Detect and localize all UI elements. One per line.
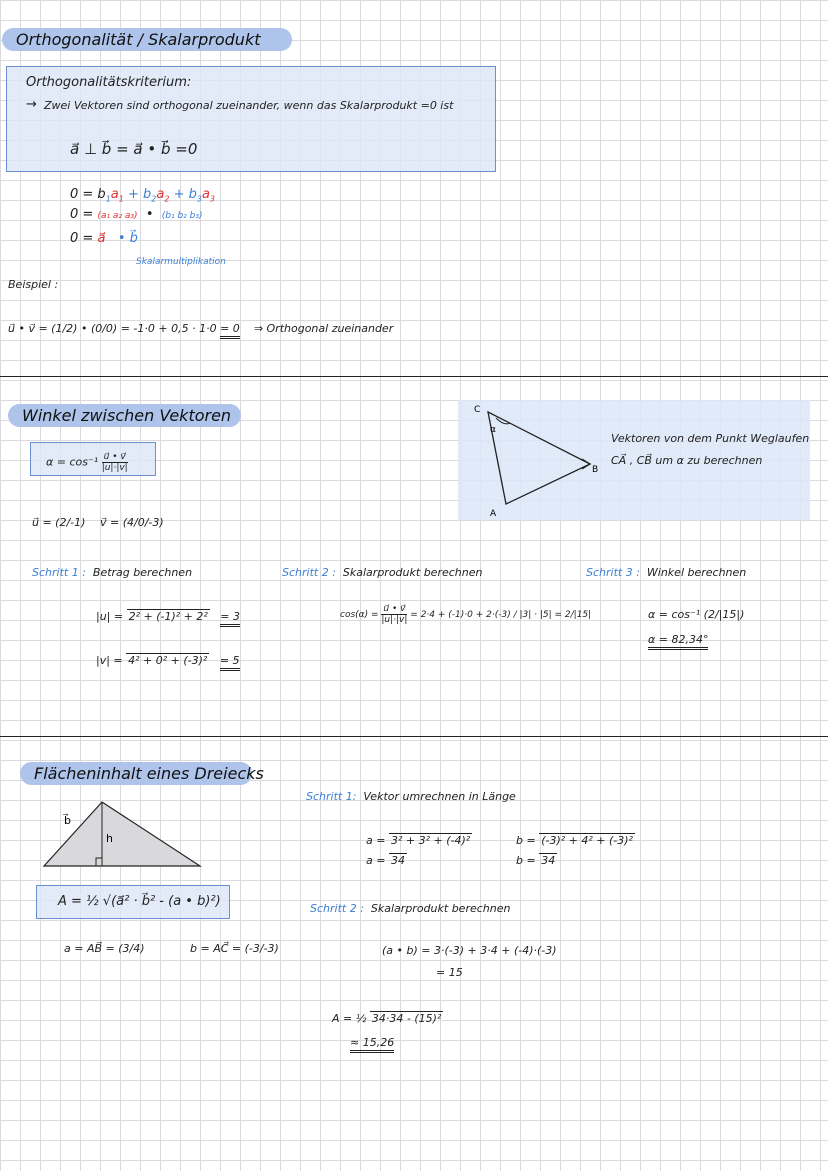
area-formula: A = ½ √(a⃗² · b⃗² - (a • b)²): [58, 894, 221, 909]
line3-vector-a: a⃗: [97, 231, 106, 246]
area-calc-radicand: 34·34 - (15)²: [371, 1012, 442, 1025]
b-length-1-radicand: (-3)² + 4² + (-3)²: [541, 834, 633, 847]
section-title-orthogonality: Orthogonalität / Skalarprodukt: [2, 28, 292, 51]
a-length-1-label: a =: [366, 834, 389, 847]
alpha-formula: α = cos⁻¹ (2/|15|): [648, 608, 745, 621]
triangle-label-b: B: [592, 465, 599, 475]
section-title-angle: Winkel zwischen Vektoren: [8, 404, 241, 427]
angle-formula: [46, 452, 128, 473]
line3-vector-b: b⃗: [129, 231, 138, 246]
angle-step3: [586, 566, 746, 579]
triangle-label-c: C: [474, 405, 481, 415]
component-line-3: 0 = a⃗ • b⃗: [70, 231, 138, 246]
area-triangle-diagram: [40, 796, 206, 870]
u-norm-result: = 3: [220, 610, 240, 627]
line3-label: 0 =: [70, 231, 94, 246]
vector-b-column: (b₁ b₂ b₃): [161, 211, 203, 221]
cos-mid: = 2·4 + (-1)·0 + 2·(-3) / |3| · |5|: [410, 610, 552, 620]
b-length-1-label: b =: [516, 834, 540, 847]
b-length-2-radicand: 34: [541, 854, 556, 867]
triangle-label-alpha: α: [490, 425, 496, 435]
line1-part-d: a: [156, 187, 165, 202]
vector-ac: b = AC⃗ = (-3/-3): [190, 942, 279, 955]
area-label-b: b⃗: [64, 814, 71, 827]
line1-part-c: + b: [127, 187, 152, 202]
criterion-formula: a⃗ ⊥ b⃗ = a⃗ • b⃗ =0: [70, 140, 198, 158]
triangle-note-1: Vektoren von dem Punkt Weglaufen: [611, 432, 810, 445]
cos-result: = 2/|15|: [554, 610, 592, 620]
cos-fraction: $\frac{u⃗ • v⃗}{|u|\cdot|v|}$: [381, 604, 408, 625]
angle-step1-text: Betrag berechnen: [92, 566, 193, 579]
beispiel-note: ⇒ Orthogonal zueinander: [253, 322, 394, 335]
section-title-area: Flächeninhalt eines Dreiecks: [20, 762, 252, 785]
v-norm-result: = 5: [220, 654, 240, 671]
area-step2: [310, 902, 510, 915]
cos-calc: [340, 604, 591, 625]
component-line-1: $0 = b_1a_1 + b_2a_2 + b_3a_3$: [70, 187, 215, 204]
u-norm: [96, 610, 240, 623]
b-length-2: [516, 854, 557, 867]
criterion-heading: Orthogonalitätskriterium:: [26, 75, 192, 90]
triangle-label-a: A: [490, 509, 497, 519]
u-norm-label: |u| =: [96, 610, 127, 623]
angle-formula-fraction: $\frac{u⃗ • v⃗}{|u|\cdot|v|}$: [101, 452, 128, 473]
a-length-2-radicand: 34: [390, 854, 405, 867]
beispiel-calc: u⃗ • v⃗ = (1/2) • (0/0) = -1·0 + 0,5 · 1·0: [8, 322, 217, 335]
b-length-1: [516, 834, 635, 847]
angle-step2-label: Schritt 2 :: [282, 566, 336, 579]
criterion-text: Zwei Vektoren sind orthogonal zueinander, wenn das Skalarprodukt =0 ist: [44, 99, 454, 112]
beispiel-result: = 0: [220, 322, 240, 339]
area-step1-label: Schritt 1:: [306, 790, 357, 803]
vector-v: v⃗ = (4/0/-3): [100, 516, 164, 529]
beispiel-formula: [8, 322, 393, 335]
triangle-shape: [488, 412, 590, 504]
area-triangle-shape: [44, 802, 200, 866]
area-step2-label: Schritt 2 :: [310, 902, 364, 915]
a-length-1-radicand: 3² + 3² + (-4)²: [390, 834, 471, 847]
angle-step3-label: Schritt 3 :: [586, 566, 640, 579]
area-step1: [306, 790, 516, 803]
area-step1-text: Vektor umrechnen in Länge: [363, 790, 516, 803]
angle-step2: [282, 566, 482, 579]
line1-part-f: a: [201, 187, 210, 202]
arrow-icon: →: [26, 97, 37, 112]
v-norm-label: |v| =: [96, 654, 127, 667]
angle-step1-label: Schritt 1 :: [32, 566, 86, 579]
triangle-diagram: [470, 402, 610, 520]
line1-part-b: a: [110, 187, 119, 202]
v-norm-radicand: 4² + 0² + (-3)²: [128, 654, 208, 667]
cos-lhs: cos(α) =: [340, 610, 379, 620]
section-divider-2: [0, 736, 828, 737]
beispiel-label: Beispiel :: [8, 278, 59, 291]
alpha-result: α = 82,34°: [648, 633, 708, 650]
vector-u: u⃗ = (2/-1): [32, 516, 86, 529]
component-line-2: 0 = (a₁ a₂ a₃) • (b₁ b₂ b₃): [70, 207, 203, 222]
line2-label: 0 =: [70, 207, 94, 222]
line1-part-a: 0 = b: [70, 187, 106, 202]
area-label-h: h: [106, 832, 113, 845]
line1-part-e: + b: [173, 187, 197, 202]
angle-formula-text: α = cos⁻¹: [46, 455, 99, 469]
angle-arc: [496, 418, 510, 424]
dot-product-result: = 15: [436, 966, 463, 979]
b-length-2-label: b =: [516, 854, 540, 867]
a-length-2-label: a =: [366, 854, 389, 867]
area-step2-text: Skalarprodukt berechnen: [370, 902, 511, 915]
vector-a-column: (a₁ a₂ a₃): [97, 211, 138, 221]
area-calc: [332, 1012, 443, 1025]
section-divider-1: [0, 376, 828, 377]
skalar-label: Skalarmultiplikation: [136, 257, 226, 267]
u-norm-radicand: 2² + (-1)² + 2²: [128, 610, 208, 623]
a-length-1: [366, 834, 472, 847]
area-result: ≈ 15,26: [350, 1036, 394, 1053]
angle-step1: [32, 566, 192, 579]
vector-ab: a = AB⃗ = (3/4): [64, 942, 145, 955]
a-length-2: [366, 854, 407, 867]
triangle-note-2: CA⃗ , CB⃗ um α zu berechnen: [611, 454, 763, 467]
angle-step3-text: Winkel berechnen: [646, 566, 747, 579]
area-calc-label: A = ½: [332, 1012, 370, 1025]
dot-product-line: (a • b) = 3·(-3) + 3·4 + (-4)·(-3): [382, 944, 557, 957]
angle-step2-text: Skalarprodukt berechnen: [342, 566, 483, 579]
v-norm: [96, 654, 240, 667]
